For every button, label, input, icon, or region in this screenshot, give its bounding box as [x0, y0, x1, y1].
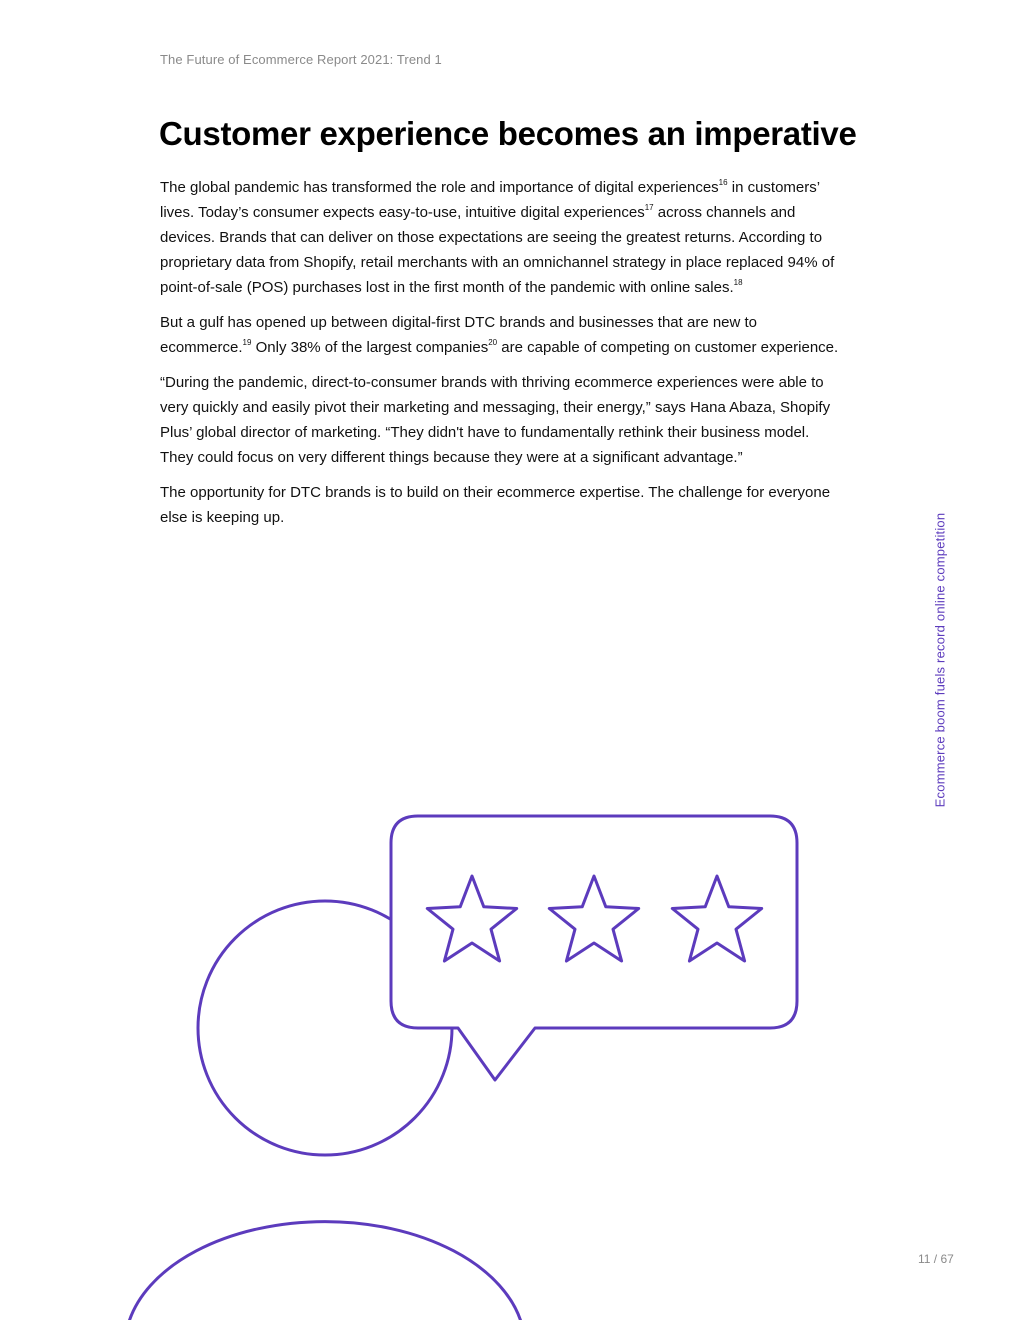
- footnote-ref-18[interactable]: 18: [733, 278, 743, 287]
- page-title: Customer experience becomes an imperative: [159, 115, 857, 152]
- paragraph-text: The opportunity for DTC brands is to build on their ecommerce expertise. The challenge for everyone else is keeping up.: [160, 484, 831, 526]
- paragraph-text: The global pandemic has transformed the role and importance of digital experiences: [160, 179, 719, 196]
- footnote-ref-19[interactable]: 19: [242, 338, 252, 347]
- section-side-label: Ecommerce boom fuels record online competition: [932, 512, 948, 808]
- footnote-ref-16[interactable]: 16: [718, 178, 728, 187]
- person-body-icon: [128, 1222, 522, 1320]
- page-number: 11 / 67: [918, 1252, 954, 1266]
- footnote-ref-20[interactable]: 20: [488, 338, 498, 347]
- paragraph-text: “During the pandemic, direct-to-consumer brands with thriving ecommerce experiences were able to very quickly and easily pivot their marketing and messaging, their energy,” says Hana Abaza, Shopify Plus’ global director of marketing. “They didn't have to fundamentally rethink their business model. They could focus on very different things because they were at a significant advantage.”: [160, 374, 831, 466]
- paragraph-text: in customers’ lives. Today’s consumer expects easy-to-use, intuitive digital experiences: [160, 179, 820, 221]
- running-header: The Future of Ecommerce Report 2021: Trend 1: [160, 52, 442, 67]
- footnote-ref-17[interactable]: 17: [644, 203, 654, 212]
- paragraph-text: across channels and devices. Brands that can deliver on those expectations are seeing the greatest returns. According to proprietary data from Shopify, retail merchants with an omnichannel strategy in place replaced 94% of point-of-sale (POS) purchases lost in the first month of the pandemic with online sales.: [160, 204, 835, 296]
- paragraph-text: But a gulf has opened up between digital-first DTC brands and businesses that are new to ecommerce.: [160, 314, 758, 356]
- paragraph-text: Only 38% of the largest companies: [251, 339, 489, 356]
- paragraph-text: are capable of competing on customer experience.: [497, 339, 839, 356]
